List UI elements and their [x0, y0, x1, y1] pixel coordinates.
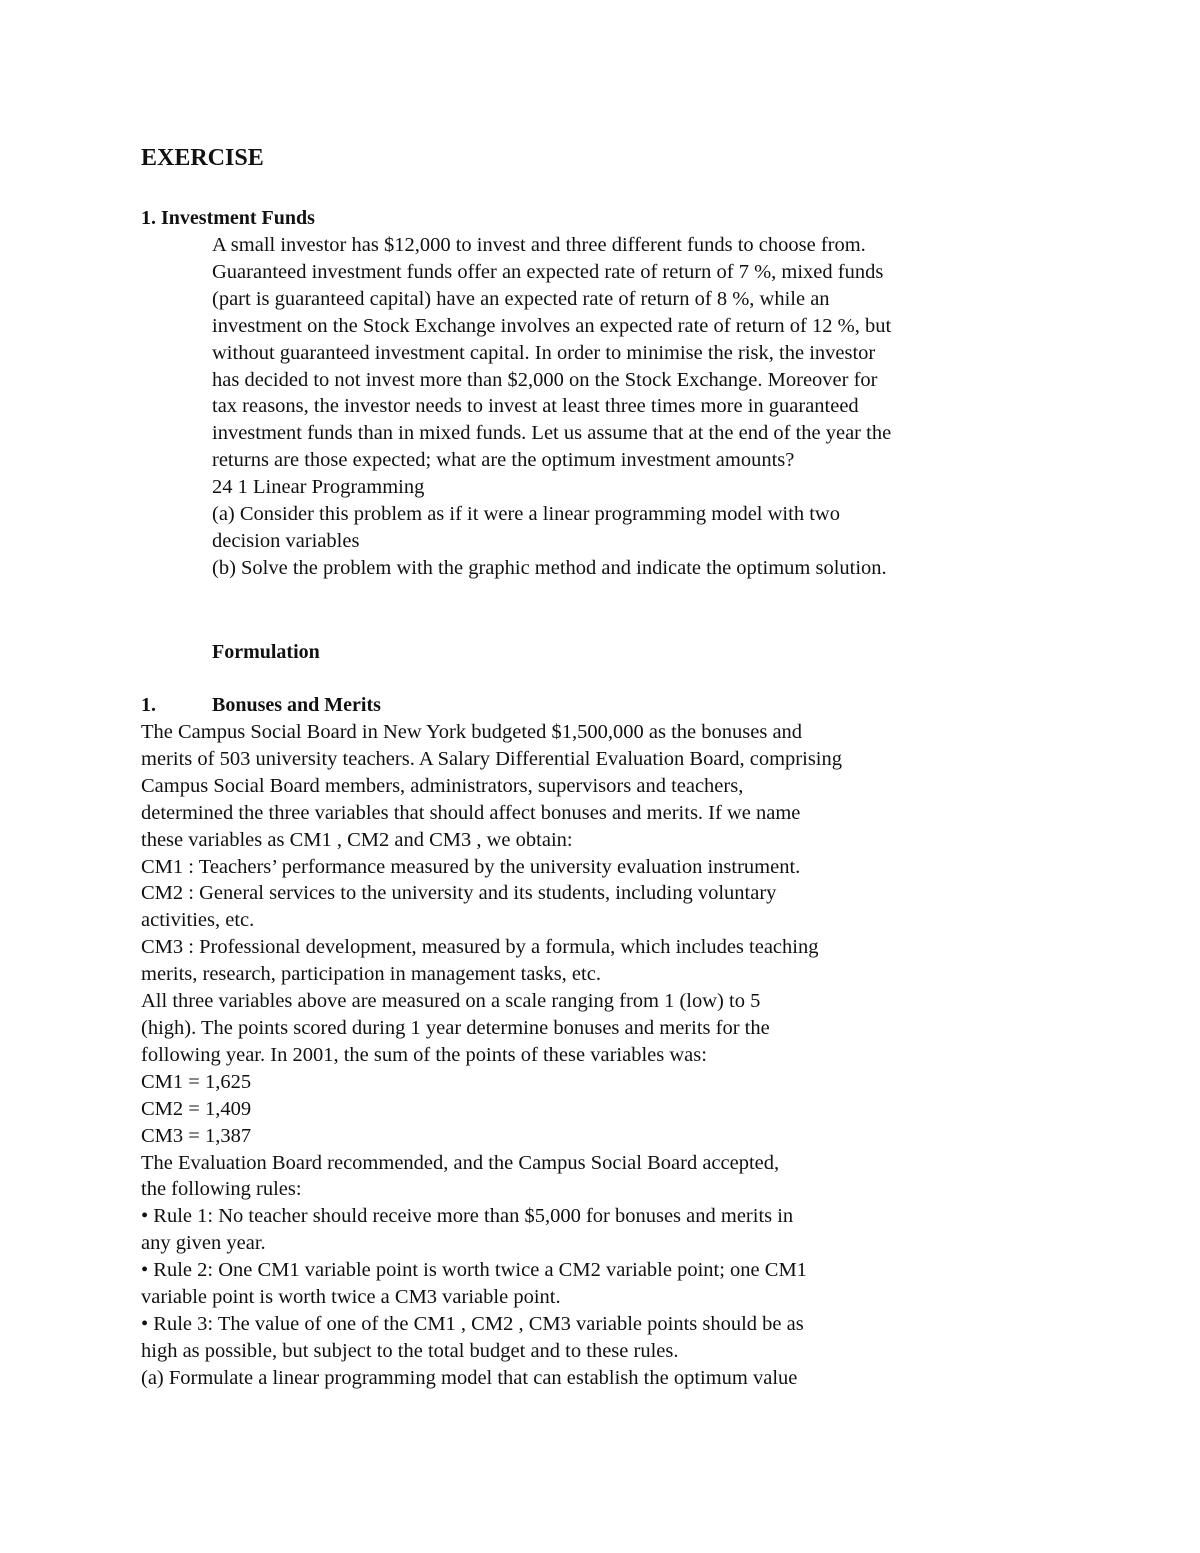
exercise-2-number: 1.: [141, 694, 156, 716]
exercise-2-line: CM1 = 1,625: [141, 1070, 252, 1093]
exercise-2-line: following year. In 2001, the sum of the points of these variables was:: [141, 1043, 707, 1066]
formulation-heading: Formulation: [212, 641, 320, 663]
exercise-2-line: merits of 503 university teachers. A Salary Differential Evaluation Board, comprising: [141, 747, 843, 770]
exercise-1-line: without guaranteed investment capital. In order to minimise the risk, the investor: [212, 341, 876, 364]
exercise-2-line: The Campus Social Board in New York budgeted $1,500,000 as the bonuses and: [141, 721, 803, 743]
exercise-2-body: [141, 719, 1041, 1392]
exercise-1-line: A small investor has $12,000 to invest and three different funds to choose from.: [212, 234, 866, 256]
exercise-1-line: decision variables: [212, 529, 360, 552]
exercise-2-title: Bonuses and Merits: [212, 694, 381, 716]
exercise-2-line: (a) Formulate a linear programming model that can establish the optimum value: [141, 1366, 798, 1389]
exercise-2-line: high as possible, but subject to the total budget and to these rules.: [141, 1339, 679, 1362]
exercise-2-line: CM2 : General services to the university and its students, including voluntary: [141, 882, 777, 905]
exercise-2-line: CM3 : Professional development, measured by a formula, which includes teaching: [141, 936, 819, 959]
exercise-2-line: variable point is worth twice a CM3 variable point.: [141, 1286, 561, 1309]
exercise-1-line: investment on the Stock Exchange involves an expected rate of return of 12 %, but: [212, 314, 892, 337]
exercise-1-heading: 1. Investment Funds: [141, 207, 315, 229]
exercise-2-line: • Rule 1: No teacher should receive more than $5,000 for bonuses and merits in: [141, 1205, 794, 1228]
document-title: EXERCISE: [141, 145, 264, 171]
exercise-2-line: CM2 = 1,409: [141, 1097, 252, 1120]
exercise-2-line: The Evaluation Board recommended, and the Campus Social Board accepted,: [141, 1151, 780, 1174]
exercise-2-line: determined the three variables that should affect bonuses and merits. If we name: [141, 801, 801, 824]
exercise-1-line: (a) Consider this problem as if it were a linear programming model with two: [212, 503, 840, 526]
exercise-2-line: these variables as CM1 , CM2 and CM3 , we obtain:: [141, 828, 573, 851]
exercise-2-line: merits, research, participation in management tasks, etc.: [141, 963, 601, 986]
exercise-1-line: (b) Solve the problem with the graphic method and indicate the optimum solution.: [212, 556, 887, 579]
exercise-1-line: (part is guaranteed capital) have an expected rate of return of 8 %, while an: [212, 287, 830, 310]
exercise-2-line: Campus Social Board members, administrators, supervisors and teachers,: [141, 774, 744, 797]
exercise-2-line: CM1 : Teachers’ performance measured by the university evaluation instrument.: [141, 855, 801, 878]
exercise-1-line: tax reasons, the investor needs to invest at least three times more in guaranteed: [212, 395, 859, 418]
exercise-1-line: Guaranteed investment funds offer an expected rate of return of 7 %, mixed funds: [212, 260, 884, 283]
exercise-2-line: • Rule 2: One CM1 variable point is worth twice a CM2 variable point; one CM1: [141, 1259, 807, 1282]
exercise-1-line: investment funds than in mixed funds. Let us assume that at the end of the year the: [212, 422, 892, 445]
exercise-2-line: CM3 = 1,387: [141, 1124, 252, 1147]
exercise-2-line: (high). The points scored during 1 year determine bonuses and merits for the: [141, 1016, 770, 1039]
exercise-1-line: returns are those expected; what are the optimum investment amounts?: [212, 449, 795, 472]
exercise-1-body: [212, 232, 1032, 582]
exercise-2-heading: [141, 692, 381, 718]
exercise-2-line: All three variables above are measured on a scale ranging from 1 (low) to 5: [141, 990, 761, 1013]
exercise-1-line: has decided to not invest more than $2,000 on the Stock Exchange. Moreover for: [212, 368, 878, 391]
exercise-2-line: activities, etc.: [141, 909, 255, 932]
exercise-1-line: 24 1 Linear Programming: [212, 476, 425, 499]
exercise-2-line: the following rules:: [141, 1178, 302, 1201]
exercise-2-line: • Rule 3: The value of one of the CM1 , CM2 , CM3 variable points should be as: [141, 1312, 804, 1335]
exercise-2-line: any given year.: [141, 1232, 266, 1255]
